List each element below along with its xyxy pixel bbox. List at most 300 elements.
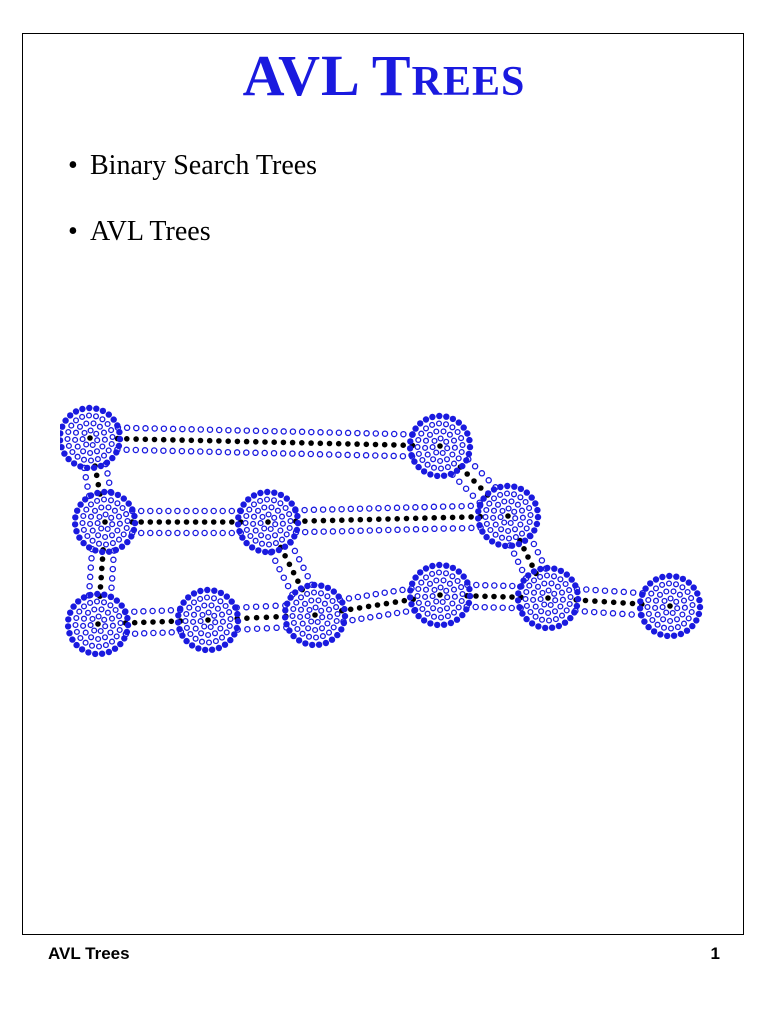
dot-mark xyxy=(282,614,288,620)
dot-mark xyxy=(497,484,503,490)
dot-mark xyxy=(264,626,269,631)
dot-mark xyxy=(202,519,208,525)
dot-mark xyxy=(77,609,82,614)
page-number: 1 xyxy=(710,944,720,963)
dot-mark xyxy=(685,590,690,595)
dot-mark xyxy=(60,430,64,436)
dot-mark xyxy=(345,441,351,447)
dot-mark xyxy=(646,598,651,603)
dot-mark xyxy=(517,584,523,590)
dot-mark xyxy=(106,610,111,615)
dot-mark xyxy=(495,541,501,547)
dot-mark xyxy=(542,581,547,586)
dot-mark xyxy=(91,465,97,471)
dot-mark xyxy=(432,526,437,531)
dot-mark xyxy=(334,632,340,638)
dot-mark xyxy=(222,642,228,648)
dot-mark xyxy=(539,558,544,563)
dot-mark xyxy=(229,508,234,513)
dot-mark xyxy=(630,601,636,607)
dot-mark xyxy=(354,441,360,447)
dot-mark xyxy=(224,630,229,635)
dot-mark xyxy=(392,431,397,436)
dot-mark xyxy=(453,445,458,450)
dot-mark xyxy=(367,517,373,523)
dot-mark xyxy=(218,599,223,604)
dot-mark xyxy=(421,468,427,474)
dot-mark xyxy=(647,612,652,617)
dot-mark xyxy=(60,424,65,430)
dot-mark xyxy=(121,635,127,641)
dot-mark xyxy=(437,421,442,426)
dot-mark xyxy=(443,563,449,569)
dot-mark xyxy=(125,425,130,430)
dot-mark xyxy=(110,616,115,621)
dot-mark xyxy=(431,606,436,611)
dot-mark xyxy=(300,631,305,636)
dot-mark xyxy=(243,540,249,546)
dot-mark xyxy=(413,505,418,510)
dot-mark xyxy=(198,438,204,444)
dot-mark xyxy=(553,609,558,614)
dot-mark xyxy=(104,460,110,466)
dot-mark xyxy=(229,519,235,525)
dot-mark xyxy=(93,406,99,412)
dot-mark xyxy=(655,612,660,617)
dot-mark xyxy=(531,527,537,533)
dot-mark xyxy=(519,610,525,616)
dot-mark xyxy=(206,610,211,615)
footer-title: AVL Trees xyxy=(48,944,130,963)
dot-mark xyxy=(99,566,105,572)
dot-mark xyxy=(67,610,73,616)
dot-mark xyxy=(321,507,326,512)
dot-mark xyxy=(512,492,517,497)
dot-mark xyxy=(667,581,672,586)
dot-mark xyxy=(491,486,497,492)
dot-mark xyxy=(459,612,465,618)
dot-mark xyxy=(90,538,95,543)
dot-mark xyxy=(450,504,455,509)
dot-mark xyxy=(206,633,211,638)
dot-mark xyxy=(312,590,317,595)
dot-mark xyxy=(464,471,470,477)
dot-mark xyxy=(554,617,559,622)
dot-mark xyxy=(430,445,435,450)
dot-mark xyxy=(226,428,231,433)
dot-mark xyxy=(509,499,514,504)
dot-mark xyxy=(262,505,267,510)
dot-mark xyxy=(320,615,325,620)
dot-mark xyxy=(291,533,297,539)
dot-mark xyxy=(476,522,482,528)
dot-mark xyxy=(292,621,297,626)
dot-mark xyxy=(251,522,256,527)
dot-mark xyxy=(175,612,181,618)
dot-mark xyxy=(93,508,98,513)
dot-mark xyxy=(96,533,101,538)
dot-mark xyxy=(429,414,435,420)
dot-mark xyxy=(193,508,198,513)
dot-mark xyxy=(456,456,461,461)
dot-mark xyxy=(308,440,314,446)
dot-mark xyxy=(72,521,78,527)
dot-mark xyxy=(139,508,144,513)
dot-mark xyxy=(185,594,191,600)
dot-mark xyxy=(694,590,700,596)
dot-mark xyxy=(263,604,268,609)
dot-mark xyxy=(60,437,63,443)
dot-mark xyxy=(404,527,409,532)
dot-mark xyxy=(161,426,166,431)
dot-mark xyxy=(299,440,305,446)
dot-mark xyxy=(456,419,462,425)
dot-mark xyxy=(134,426,139,431)
dot-mark xyxy=(328,614,333,619)
dot-mark xyxy=(183,619,188,624)
dot-mark xyxy=(484,508,489,513)
dot-mark xyxy=(432,614,437,619)
dot-mark xyxy=(523,597,528,602)
dot-mark xyxy=(438,436,443,441)
dot-mark xyxy=(434,622,440,628)
dot-mark xyxy=(349,528,354,533)
dot-mark xyxy=(114,634,119,639)
dot-mark xyxy=(307,634,312,639)
dot-mark xyxy=(689,610,694,615)
dot-mark xyxy=(227,624,232,629)
dot-mark xyxy=(645,605,650,610)
dot-mark xyxy=(303,601,308,606)
dot-mark xyxy=(209,603,214,608)
dot-mark xyxy=(148,519,154,525)
dot-mark xyxy=(691,584,697,590)
dot-mark xyxy=(193,636,198,641)
dot-mark xyxy=(357,605,363,611)
dot-mark xyxy=(653,606,658,611)
dot-mark xyxy=(305,614,310,619)
dot-mark xyxy=(521,515,526,520)
dot-mark xyxy=(224,593,230,599)
dot-mark xyxy=(408,452,414,458)
dot-mark xyxy=(211,530,216,535)
dot-mark xyxy=(84,421,89,426)
dot-mark xyxy=(268,527,273,532)
dot-mark xyxy=(348,506,353,511)
dot-mark xyxy=(102,600,107,605)
dot-mark xyxy=(678,592,683,597)
dot-mark xyxy=(305,592,310,597)
dot-mark xyxy=(244,450,249,455)
dot-mark xyxy=(327,607,332,612)
dot-mark xyxy=(236,528,242,534)
dot-mark xyxy=(373,453,378,458)
dot-mark xyxy=(90,443,95,448)
dot-mark xyxy=(342,613,348,619)
dot-mark xyxy=(450,416,456,422)
dot-mark xyxy=(262,450,267,455)
dot-mark xyxy=(253,538,258,543)
dot-mark xyxy=(658,592,663,597)
dot-mark xyxy=(450,565,456,571)
dot-mark xyxy=(500,509,505,514)
dot-mark xyxy=(524,590,529,595)
dot-mark xyxy=(161,437,167,443)
dot-mark xyxy=(504,483,510,489)
dot-mark xyxy=(312,529,317,534)
dot-mark xyxy=(479,528,485,534)
dot-mark xyxy=(81,449,86,454)
dot-mark xyxy=(216,645,222,651)
dot-mark xyxy=(400,587,405,592)
dot-mark xyxy=(336,593,342,599)
dot-mark xyxy=(680,612,685,617)
dot-mark xyxy=(290,451,295,456)
dot-mark xyxy=(159,608,164,613)
dot-mark xyxy=(654,586,659,591)
dot-mark xyxy=(429,563,435,569)
dot-mark xyxy=(89,502,94,507)
dot-mark xyxy=(221,619,226,624)
dot-mark xyxy=(334,619,339,624)
dot-mark xyxy=(109,428,114,433)
dot-mark xyxy=(98,424,103,429)
dot-mark xyxy=(385,516,391,522)
dot-mark xyxy=(560,590,565,595)
dot-mark xyxy=(671,633,677,639)
dot-mark xyxy=(309,619,314,624)
dot-mark xyxy=(376,528,381,533)
dot-mark xyxy=(493,522,498,527)
dot-mark xyxy=(240,501,246,507)
dot-mark xyxy=(385,505,390,510)
dot-mark xyxy=(124,436,130,442)
dot-mark xyxy=(185,626,190,631)
dot-mark xyxy=(529,620,535,626)
dot-mark xyxy=(88,574,93,579)
dot-mark xyxy=(334,605,339,610)
dot-mark xyxy=(103,512,108,517)
dot-mark xyxy=(111,623,116,628)
dot-mark xyxy=(574,603,580,609)
dot-mark xyxy=(189,642,195,648)
dot-mark xyxy=(664,610,669,615)
dot-mark xyxy=(88,428,93,433)
dot-mark xyxy=(200,613,205,618)
dot-mark xyxy=(506,529,511,534)
dot-mark xyxy=(620,600,626,606)
dot-mark xyxy=(302,508,307,513)
dot-mark xyxy=(330,599,335,604)
dot-mark xyxy=(520,531,525,536)
dot-mark xyxy=(367,528,372,533)
dot-mark xyxy=(535,514,541,520)
dot-mark xyxy=(386,612,391,617)
dot-mark xyxy=(492,508,497,513)
dot-mark xyxy=(549,581,554,586)
dot-mark xyxy=(273,614,279,620)
dot-mark xyxy=(104,643,109,648)
dot-mark xyxy=(558,577,563,582)
dot-mark xyxy=(274,541,279,546)
dot-mark xyxy=(507,536,512,541)
dot-mark xyxy=(229,598,235,604)
dot-mark xyxy=(651,628,657,634)
dot-mark xyxy=(272,498,277,503)
dot-mark xyxy=(518,486,524,492)
dot-mark xyxy=(207,449,212,454)
dot-mark xyxy=(411,607,417,613)
dot-mark xyxy=(253,439,259,445)
dot-mark xyxy=(74,418,79,423)
dot-mark xyxy=(120,506,125,511)
dot-mark xyxy=(157,519,163,525)
dot-mark xyxy=(690,603,695,608)
dot-mark xyxy=(207,427,212,432)
dot-mark xyxy=(386,527,391,532)
dot-mark xyxy=(119,602,125,608)
dot-mark xyxy=(455,430,460,435)
dot-mark xyxy=(116,443,122,449)
dot-mark xyxy=(336,452,341,457)
dot-mark xyxy=(235,521,241,527)
dot-mark xyxy=(509,594,515,600)
dot-mark xyxy=(496,502,501,507)
dot-mark xyxy=(450,515,456,521)
dot-mark xyxy=(276,547,282,553)
dot-mark xyxy=(263,428,268,433)
dot-mark xyxy=(325,594,330,599)
dot-mark xyxy=(450,452,455,457)
dot-mark xyxy=(439,615,444,620)
dot-mark xyxy=(509,605,514,610)
dot-mark xyxy=(474,582,479,587)
dot-mark xyxy=(666,573,672,579)
dot-mark xyxy=(278,528,283,533)
dot-mark xyxy=(84,465,90,471)
dot-mark xyxy=(234,611,240,617)
dot-mark xyxy=(121,532,126,537)
dot-mark xyxy=(192,600,197,605)
dot-mark xyxy=(464,579,470,585)
dot-mark xyxy=(341,606,347,612)
dot-mark xyxy=(660,583,665,588)
dot-mark xyxy=(289,500,295,506)
dot-mark xyxy=(440,600,445,605)
dot-mark xyxy=(180,427,185,432)
dot-mark xyxy=(473,604,478,609)
dot-mark xyxy=(642,585,648,591)
dot-mark xyxy=(391,589,396,594)
dot-mark xyxy=(518,495,523,500)
dot-mark xyxy=(545,595,551,601)
dot-mark xyxy=(516,604,522,610)
dot-mark xyxy=(533,604,538,609)
dot-mark xyxy=(189,438,195,444)
dot-mark xyxy=(97,644,102,649)
dot-mark xyxy=(204,587,210,593)
dot-mark xyxy=(395,527,400,532)
dot-mark xyxy=(466,586,472,592)
dot-mark xyxy=(207,438,213,444)
dot-mark xyxy=(423,446,428,451)
dot-mark xyxy=(176,626,182,632)
dot-mark xyxy=(100,408,106,414)
dot-mark xyxy=(645,624,651,630)
dot-mark xyxy=(444,439,449,444)
dot-mark xyxy=(83,475,88,480)
dot-mark xyxy=(525,554,531,560)
dot-mark xyxy=(463,606,469,612)
dot-mark xyxy=(227,610,232,615)
dot-mark xyxy=(75,454,80,459)
dot-mark xyxy=(558,568,564,574)
dot-mark xyxy=(281,429,286,434)
dot-mark xyxy=(662,625,667,630)
dot-mark xyxy=(139,530,144,535)
dot-mark xyxy=(327,430,332,435)
dot-mark xyxy=(427,620,433,626)
dot-mark xyxy=(689,623,695,629)
dot-mark xyxy=(294,513,300,519)
dot-mark xyxy=(346,430,351,435)
dot-mark xyxy=(105,471,110,476)
dot-mark xyxy=(592,598,598,604)
dot-mark xyxy=(336,441,342,447)
dot-mark xyxy=(560,613,565,618)
dot-mark xyxy=(459,585,464,590)
dot-mark xyxy=(283,621,289,627)
dot-mark xyxy=(391,453,396,458)
dot-mark xyxy=(196,606,201,611)
dot-mark xyxy=(321,529,326,534)
dot-mark xyxy=(505,491,510,496)
dot-mark xyxy=(674,582,679,587)
dot-mark xyxy=(512,551,517,556)
dot-mark xyxy=(274,625,279,630)
dot-mark xyxy=(133,631,138,636)
dot-mark xyxy=(460,526,465,531)
dot-mark xyxy=(502,499,507,504)
dot-mark xyxy=(376,516,382,522)
dot-mark xyxy=(318,430,323,435)
dot-mark xyxy=(184,530,189,535)
dot-mark xyxy=(131,513,137,519)
dot-mark xyxy=(401,432,406,437)
dot-mark xyxy=(113,608,118,613)
dot-mark xyxy=(276,508,281,513)
dot-mark xyxy=(428,432,433,437)
dot-mark xyxy=(110,567,115,572)
dot-mark xyxy=(453,594,458,599)
dot-mark xyxy=(425,462,430,467)
dot-mark xyxy=(106,505,111,510)
dot-mark xyxy=(412,574,418,580)
dot-mark xyxy=(65,616,71,622)
dot-mark xyxy=(492,496,497,501)
dot-mark xyxy=(478,485,484,491)
dot-mark xyxy=(355,431,360,436)
dot-mark xyxy=(459,514,465,520)
dot-mark xyxy=(85,649,91,655)
dot-mark xyxy=(571,609,577,615)
dot-mark xyxy=(563,582,568,587)
dot-mark xyxy=(109,515,114,520)
dot-mark xyxy=(92,651,98,657)
dot-mark xyxy=(354,453,359,458)
dot-mark xyxy=(428,581,433,586)
dot-mark xyxy=(308,451,313,456)
